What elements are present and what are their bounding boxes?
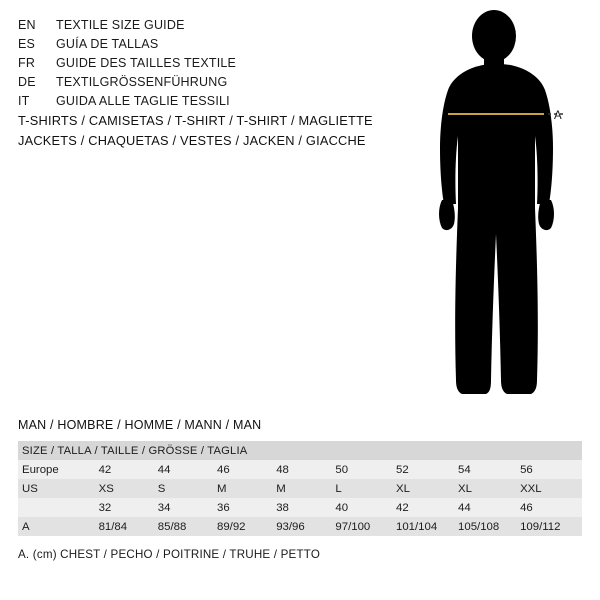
cell: 48 [276, 460, 335, 479]
language-code: FR [18, 56, 36, 70]
cell: L [335, 479, 396, 498]
row-label [18, 498, 99, 517]
cell: XL [458, 479, 520, 498]
cell: S [158, 479, 217, 498]
language-row [18, 54, 348, 73]
category-jackets: JACKETS / CHAQUETAS / VESTES / JACKEN / GIACCHE [18, 133, 366, 148]
cell: 81/84 [99, 517, 158, 536]
cell: 46 [217, 460, 276, 479]
cell: 32 [99, 498, 158, 517]
table-row [18, 498, 582, 517]
cell: XXL [520, 479, 582, 498]
cell: 93/96 [276, 517, 335, 536]
cell: XL [396, 479, 458, 498]
cell: 101/104 [396, 517, 458, 536]
measure-label-a: A [554, 110, 563, 122]
cell: 109/112 [520, 517, 582, 536]
language-text: TEXTILGRÖSSENFÜHRUNG [56, 75, 228, 89]
cell: 46 [520, 498, 582, 517]
table-row [18, 479, 582, 498]
cell: 56 [520, 460, 582, 479]
row-label: Europe [18, 460, 99, 479]
language-code: EN [18, 18, 36, 32]
language-text: GUIDE DES TAILLES TEXTILE [56, 56, 237, 70]
cell: 52 [396, 460, 458, 479]
cell: 97/100 [335, 517, 396, 536]
table-header-label: SIZE / TALLA / TAILLE / GRÖSSE / TAGLIA [18, 441, 582, 460]
category-tshirts: T-SHIRTS / CAMISETAS / T-SHIRT / T-SHIRT / MAGLIETTE [18, 113, 373, 128]
table-row [18, 517, 582, 536]
cell: 38 [276, 498, 335, 517]
language-text: GUIDA ALLE TAGLIE TESSILI [56, 94, 230, 108]
row-label: A [18, 517, 99, 536]
table-header-row [18, 441, 582, 460]
cell: 89/92 [217, 517, 276, 536]
cell: XS [99, 479, 158, 498]
row-label: US [18, 479, 99, 498]
section-title: MAN / HOMBRE / HOMME / MANN / MAN [18, 418, 262, 432]
cell: 40 [335, 498, 396, 517]
language-code: DE [18, 75, 36, 89]
cell: 42 [396, 498, 458, 517]
cell: 36 [217, 498, 276, 517]
male-figure-illustration [398, 8, 598, 408]
cell: 50 [335, 460, 396, 479]
size-table [18, 441, 582, 536]
language-text: GUÍA DE TALLAS [56, 37, 159, 51]
language-list [18, 16, 348, 111]
cell: 34 [158, 498, 217, 517]
language-text: TEXTILE SIZE GUIDE [56, 18, 185, 32]
cell: 54 [458, 460, 520, 479]
body-silhouette-icon [398, 8, 598, 408]
table-row [18, 460, 582, 479]
cell: M [217, 479, 276, 498]
cell: 105/108 [458, 517, 520, 536]
cell: M [276, 479, 335, 498]
category-list [18, 111, 378, 151]
language-row [18, 16, 348, 35]
language-row [18, 35, 348, 54]
language-code: IT [18, 94, 30, 108]
language-row [18, 92, 348, 111]
cell: 44 [458, 498, 520, 517]
footnote: A. (cm) CHEST / PECHO / POITRINE / TRUHE / PETTO [18, 548, 321, 561]
cell: 85/88 [158, 517, 217, 536]
language-row [18, 73, 348, 92]
language-code: ES [18, 37, 36, 51]
cell: 44 [158, 460, 217, 479]
cell: 42 [99, 460, 158, 479]
